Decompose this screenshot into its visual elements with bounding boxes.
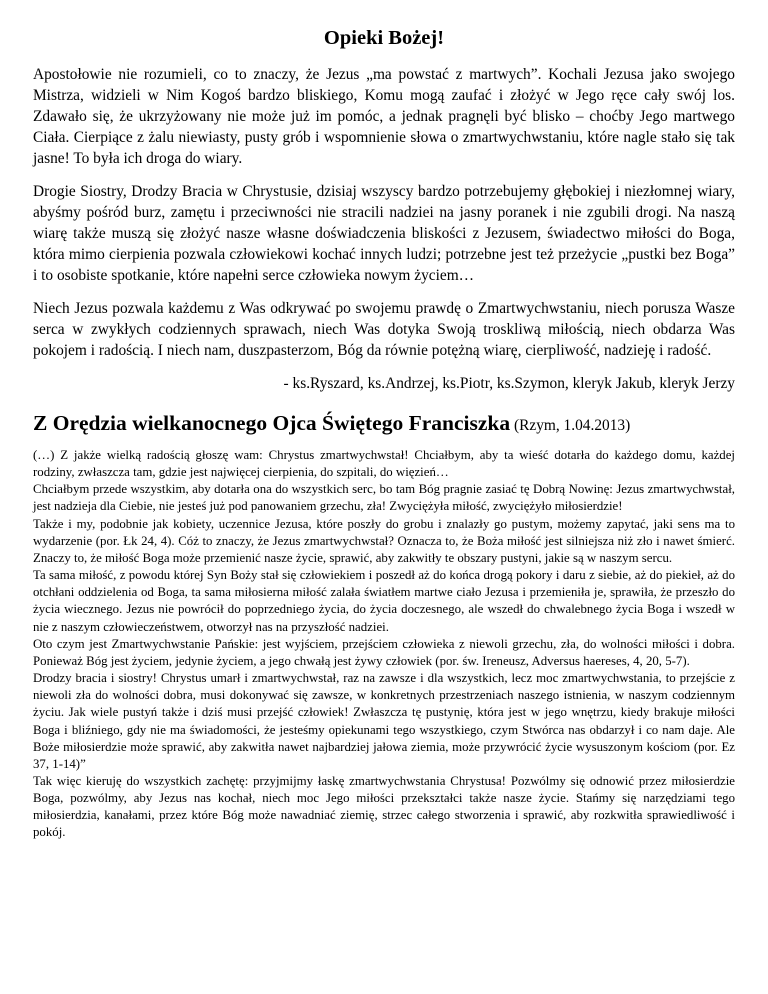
- section-paragraph: Ta sama miłość, z powodu której Syn Boży stał się człowiekiem i poszedł aż do końca drogą pokory i daru z siebie, aż do piekieł, aż do otchłani oddzielenia od Boga, ta sama miłosierna miłość zalała światłem martwe ciało Jezusa i przemieniła je, sprawiła, że przeszło do życia wiecznego. Jezus nie powrócił do poprzedniego życia, do życia doczesnego, ale wszedł do chwalebnego życia Boga i wszedł w nie z naszym człowieczeństwem, otworzył nas na przyszłość nadziei.: [33, 568, 735, 634]
- section-paragraph: Także i my, podobnie jak kobiety, uczennice Jezusa, które poszły do grobu i znalazły go pustym, możemy zapytać, jaki sens ma to wydarzenie (por. Łk 24, 4). Cóż to znaczy, że Jezus zmartwychwstał? Oznacza to, że Boża miłość jest silniejsza niż zło i nawet śmierć. Znaczy to, że miłość Boga może przemienić nasze życie, sprawić, aby zakwitły te obszary pustyni, jakie są w naszym sercu.: [33, 516, 735, 565]
- section-paragraph: (…) Z jakże wielką radością głoszę wam: Chrystus zmartwychwstał! Chciałbym, aby ta wieść dotarła do każdego domu, każdej rodziny, zwłaszcza tam, gdzie jest najwięcej cierpienia, do szpitali, do więzień…: [33, 448, 735, 480]
- intro-paragraph: Apostołowie nie rozumieli, co to znaczy, że Jezus „ma powstać z martwych”. Kochali Jezusa jako swojego Mistrza, widzieli w Nim Kogoś bardzo bliskiego, Komu mogą zaufać i złożyć w Jego ręce cały swój los. Zdawało się, że ukrzyżowany nie może już im pomóc, a jednak pragnęli być blisko – choćby Jego martwego Ciała. Cierpiące z żalu niewiasty, pusty grób i wspomnienie słowa o zmartwychwstaniu, które nagle stało się tak jasne! To była ich droga do wiary.: [33, 66, 735, 167]
- section-paragraph: Chciałbym przede wszystkim, aby dotarła ona do wszystkich serc, bo tam Bóg pragnie zasiać tę Dobrą Nowinę: Jezus zmartwychwstał, jest nadzieja dla Ciebie, nie jesteś już pod panowaniem grzechu, zła! Zwyciężyła miłość, zwyciężyło miłosierdzie!: [33, 482, 735, 514]
- section-paragraph: Oto czym jest Zmartwychwstanie Pańskie: jest wyjściem, przejściem człowieka z niewoli grzechu, zła, do wolności miłości i dobra. Ponieważ Bóg jest życiem, jedynie życiem, a jego chwałą jest żywy człowiek (por. św. Ireneusz, Adversus haereses, 4, 20, 5-7).: [33, 636, 735, 668]
- page-heading: Opieki Bożej!: [323, 27, 445, 49]
- intro-paragraph: Drogie Siostry, Drodzy Bracia w Chrystusie, dzisiaj wszyscy bardzo potrzebujemy głębokiej i niezłomnej wiary, abyśmy pośród burz, zamętu i przeciwności nie stracili nadziei na jasny poranek i nie zgubili drogi. Na naszą wiarę także muszą się złożyć nasze własne doświadczenia bliskości z Jezusem, świadectwo miłości do Boga, która mimo cierpienia pozwala człowiekowi kochać innych ludzi; potrzebne jest też przeżycie „pustki bez Boga” i to osobiste spotkanie, które napełni serce człowieka nowym życiem…: [33, 183, 735, 284]
- intro-text: [33, 64, 735, 361]
- section-paragraph: Tak więc kieruję do wszystkich zachętę: przyjmijmy łaskę zmartwychwstania Chrystusa! Pozwólmy się odnowić przez miłosierdzie Boga, pozwólmy, aby Jezus nas kochał, niech moc Jego miłości przekształci także nasze życie. Stańmy się narzędziami tego miłosierdzia, kanałami, przez które Bóg może nawadniać ziemię, strzec całego stworzenia i sprawić, aby rozkwitła sprawiedliwość i pokój.: [33, 773, 735, 840]
- section-heading: [33, 409, 735, 440]
- section-title: Z Orędzia wielkanocnego Ojca Świętego Franciszka: [33, 411, 511, 435]
- intro-paragraph: Niech Jezus pozwala każdemu z Was odkrywać po swojemu prawdę o Zmartwychwstaniu, niech porusza Wasze serca w zwykłych codziennych sprawach, niech Was dotyka Swoją troskliwą miłością, niech obdarza Was pokojem i radością. I niech nam, duszpasterzom, Bóg da równie potężną wiarę, cierpliwość, nadzieję i radość.: [33, 300, 735, 359]
- section-text: [33, 447, 735, 842]
- section-subtitle: (Rzym, 1.04.2013): [510, 417, 631, 434]
- signature: - ks.Ryszard, ks.Andrzej, ks.Piotr, ks.Szymon, kleryk Jakub, kleryk Jerzy: [283, 375, 735, 392]
- section-paragraph: Drodzy bracia i siostry! Chrystus umarł i zmartwychwstał, raz na zawsze i dla wszystkich, lecz moc zmartwychwstania, to przejście z niewoli zła do wolności dobra, musi dokonywać się zawsze, w konkretnych przestrzeniach naszego istnienia, w naszym codziennym życiu. Jak wiele pustyń także i dziś musi przejść człowiek! Zwłaszcza tę pustynię, która jest w jego wnętrzu, kiedy brakuje miłości Boga i bliźniego, gdy nie ma świadomości, że jesteśmy opiekunami tego wszystkiego, czym Stwórca nas obdarzył i co nam daje. Ale Boże miłosierdzie może sprawić, aby zakwitła nawet najbardziej jałowa ziemia, może przywrócić życie wysuszonym kościom (por. Ez 37, 1-14)”: [33, 671, 735, 771]
